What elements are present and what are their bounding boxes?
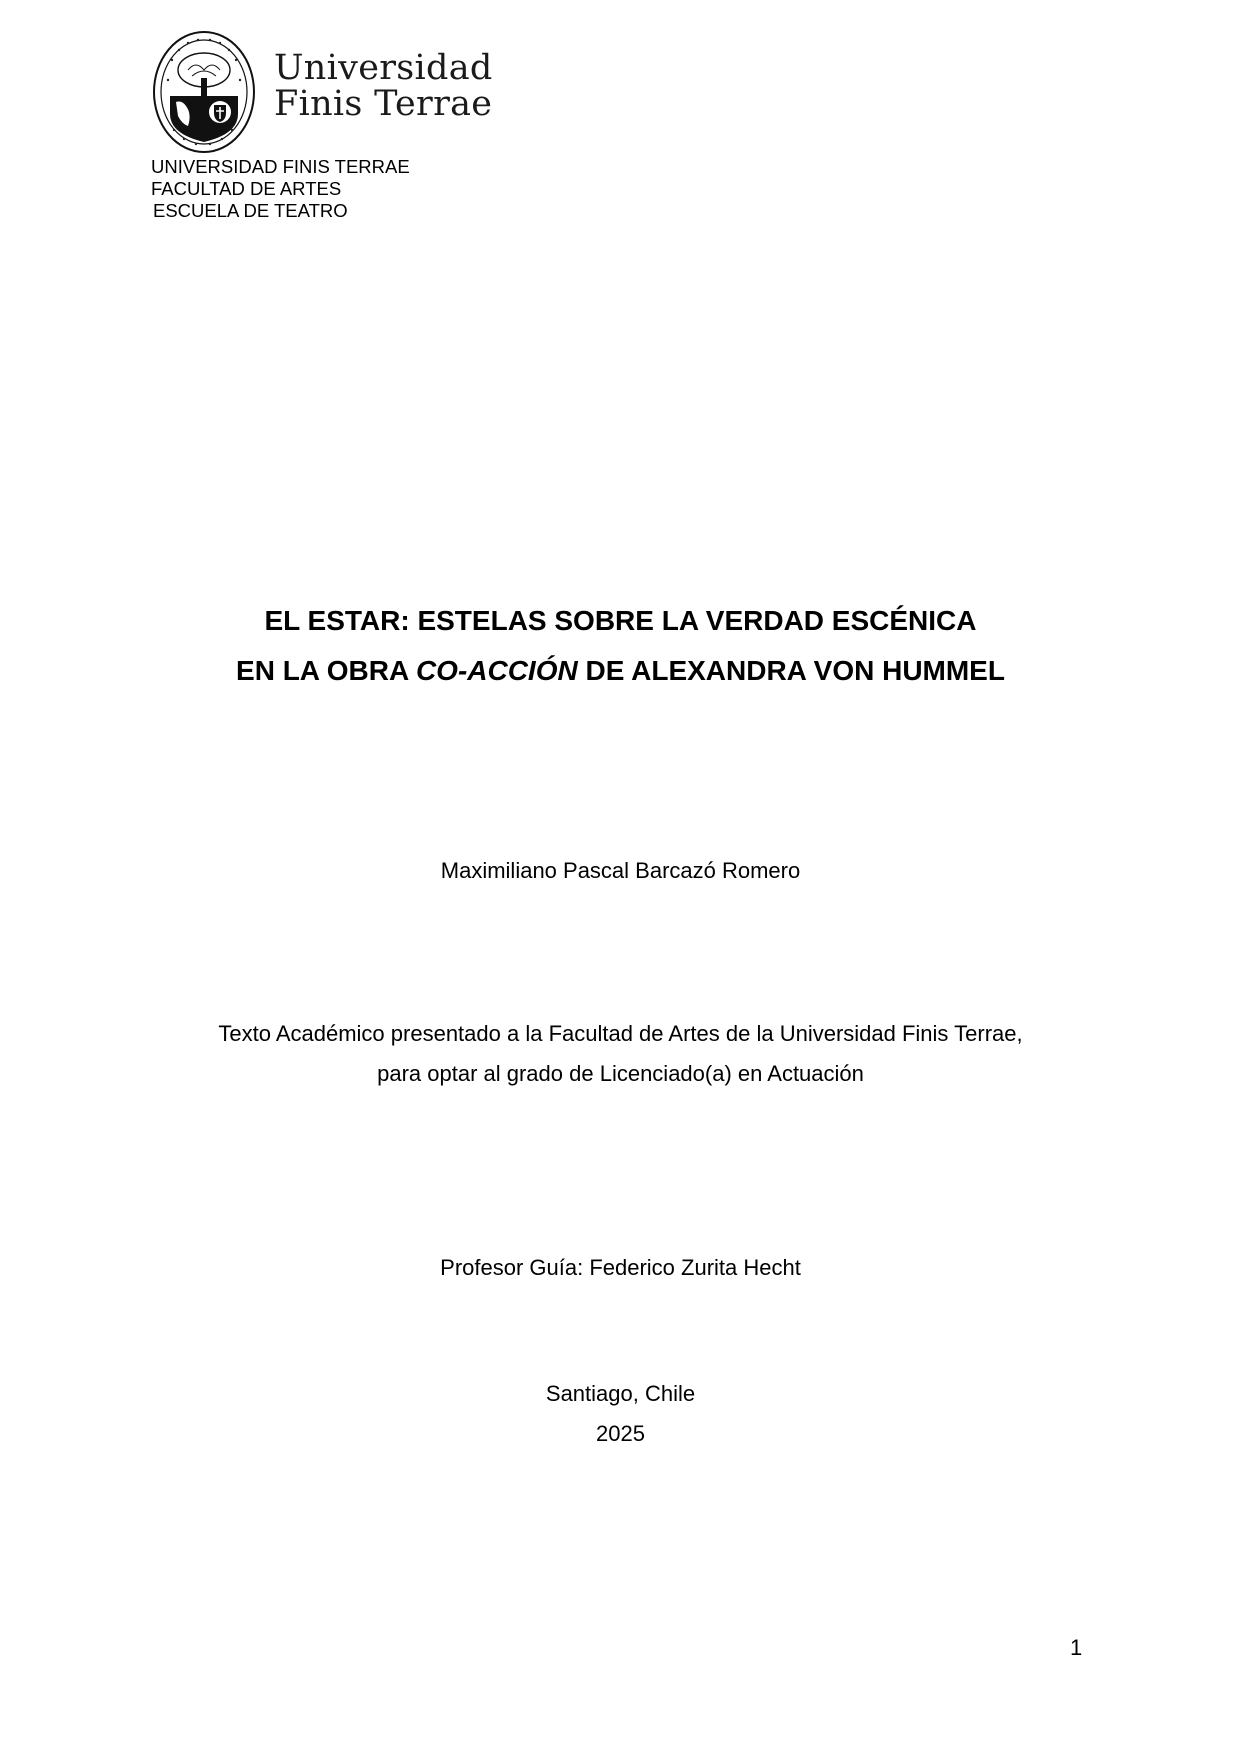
document-title (0, 596, 1241, 696)
faculty-name: FACULTAD DE ARTES (151, 178, 342, 199)
title-line-2 (0, 646, 1241, 696)
page-number: 1 (1070, 1635, 1083, 1660)
university-name: UNIVERSIDAD FINIS TERRAE (151, 156, 410, 177)
year: 2025 (596, 1421, 645, 1446)
institution-header (151, 156, 410, 222)
presentation-line-1: Texto Académico presentado a la Facultad de Artes de la Universidad Finis Terrae, (218, 1021, 1023, 1046)
place-and-date (0, 1374, 1241, 1454)
advisor-name: Profesor Guía: Federico Zurita Hecht (440, 1255, 801, 1280)
university-logo (152, 30, 522, 154)
title-work-name: CO-ACCIÓN (415, 655, 578, 686)
wordmark-line-1: Universidad (274, 48, 493, 88)
school-name: ESCUELA DE TEATRO (153, 200, 348, 221)
university-seal-icon (152, 30, 256, 154)
city: Santiago, Chile (545, 1381, 696, 1406)
title-line-2-suffix: DE ALEXANDRA VON HUMMEL (577, 655, 1005, 686)
presentation-line-2: para optar al grado de Licenciado(a) en Actuación (377, 1061, 864, 1086)
university-wordmark (274, 50, 493, 122)
author-name: Maximiliano Pascal Barcazó Romero (440, 858, 801, 883)
presentation-statement (0, 1014, 1241, 1094)
wordmark-line-2: Finis Terrae (274, 84, 493, 124)
title-line-2-prefix: EN LA OBRA (236, 655, 416, 686)
title-line-1: EL ESTAR: ESTELAS SOBRE LA VERDAD ESCÉNICA (264, 605, 977, 636)
